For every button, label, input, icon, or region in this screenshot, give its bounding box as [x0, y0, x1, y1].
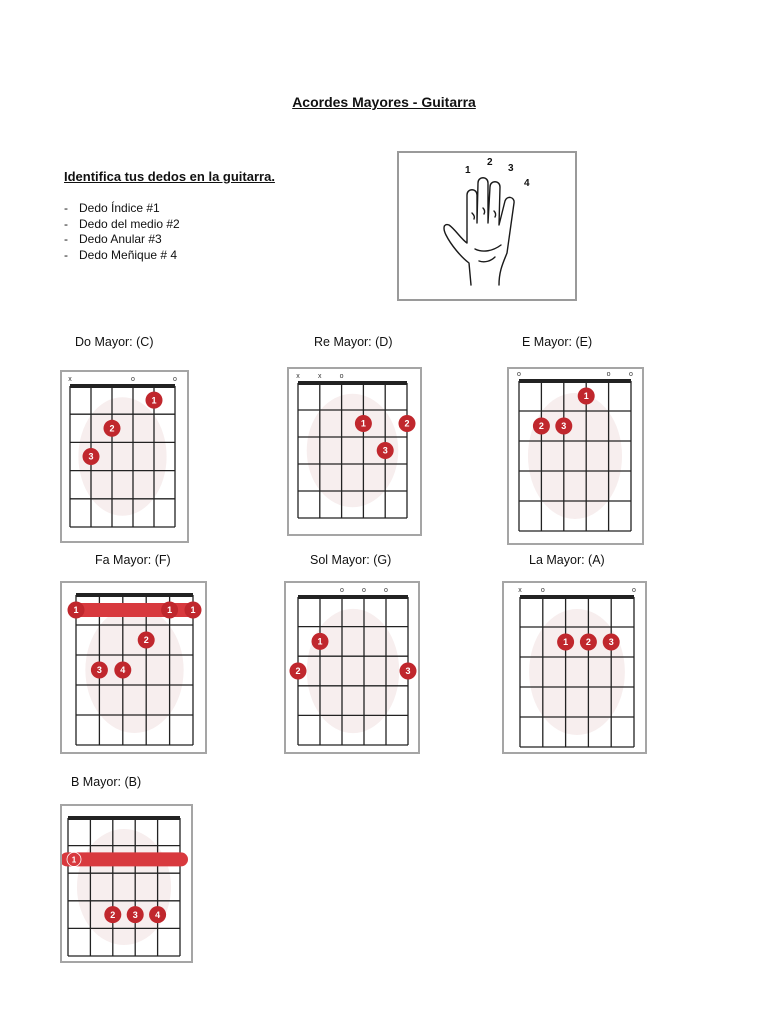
muted-string-mark: x: [518, 587, 522, 594]
finger-list-item: - Dedo Índice #1: [64, 201, 180, 217]
open-string-mark: o: [173, 376, 177, 383]
finger-number: 3: [561, 421, 567, 432]
finger-list-item: - Dedo del medio #2: [64, 217, 180, 233]
chord-diagram-g: [284, 581, 420, 754]
chord-label-e: E Mayor: (E): [522, 335, 593, 349]
open-string-mark: o: [131, 376, 135, 383]
finger-number: 1: [360, 418, 366, 429]
watermark: [529, 609, 625, 735]
chord-diagram-b: [60, 804, 193, 963]
chord-label-g: Sol Mayor: (G): [310, 553, 392, 567]
finger-number: 3: [382, 445, 388, 456]
chord-label-f: Fa Mayor: (F): [95, 553, 171, 567]
finger-number: 2: [585, 637, 591, 648]
finger-list-item: - Dedo Anular #3: [64, 232, 180, 248]
finger-number: 2: [143, 635, 149, 646]
finger-number: 1: [583, 391, 589, 402]
finger-list-item: - Dedo Meñique # 4: [64, 248, 180, 264]
finger-number: 1: [167, 605, 173, 616]
chord-label-a: La Mayor: (A): [529, 553, 605, 567]
finger-number-2: 2: [487, 157, 493, 168]
finger-number: 3: [608, 637, 614, 648]
finger-number-1: 1: [465, 165, 471, 176]
nut: [70, 384, 175, 388]
chord-label-c: Do Mayor: (C): [75, 335, 154, 349]
nut: [68, 816, 180, 820]
nut: [298, 381, 407, 385]
finger-number: 1: [563, 637, 569, 648]
finger-number: 2: [538, 421, 544, 432]
muted-string-mark: x: [318, 373, 322, 380]
barre-bar: [68, 603, 201, 617]
open-string-mark: o: [517, 371, 521, 378]
chord-grid: [62, 583, 205, 752]
open-string-mark: o: [606, 371, 611, 378]
open-string-mark: o: [384, 587, 388, 594]
finger-number: 3: [405, 666, 411, 677]
finger-number: 1: [317, 636, 323, 647]
watermark: [77, 829, 171, 945]
finger-number: 4: [120, 665, 126, 676]
finger-list: [64, 201, 180, 263]
finger-number-3: 3: [508, 163, 514, 174]
chord-grid: [509, 369, 642, 543]
chord-label-d: Re Mayor: (D): [314, 335, 393, 349]
barre-finger-label: 1: [71, 855, 77, 865]
finger-section-heading: Identifica tus dedos en la guitarra.: [64, 169, 275, 184]
chord-diagram-d: [287, 367, 422, 536]
finger-number: 4: [155, 909, 161, 920]
muted-string-mark: x: [68, 376, 72, 383]
finger-number: 2: [404, 418, 410, 429]
nut: [76, 593, 193, 597]
open-string-mark: o: [632, 587, 636, 594]
finger-number: 1: [190, 605, 196, 616]
finger-number: 2: [110, 909, 116, 920]
finger-number: 3: [88, 451, 94, 462]
finger-number: 3: [132, 909, 138, 920]
page-title: Acordes Mayores - Guitarra: [292, 94, 476, 110]
chord-diagram-a: [502, 581, 647, 754]
finger-number-4: 4: [524, 178, 530, 189]
muted-string-mark: x: [296, 373, 300, 380]
nut: [519, 379, 631, 383]
open-string-mark: o: [340, 587, 344, 594]
chord-grid: [62, 806, 191, 961]
open-string-mark: o: [629, 371, 633, 378]
nut: [520, 595, 634, 599]
chord-grid: [62, 372, 187, 541]
chord-diagram-c: [60, 370, 189, 543]
chord-grid: [504, 583, 645, 752]
finger-number: 3: [96, 665, 102, 676]
chord-diagram-e: [507, 367, 644, 545]
open-string-mark: o: [339, 373, 344, 380]
finger-number: 2: [109, 423, 115, 434]
nut: [298, 595, 408, 599]
open-string-mark: o: [540, 587, 545, 594]
chord-grid: [289, 369, 420, 534]
finger-number: 1: [73, 605, 79, 616]
chord-grid: [286, 583, 418, 752]
finger-number: 1: [151, 395, 157, 406]
finger-number: 2: [295, 666, 301, 677]
open-string-mark: o: [362, 587, 366, 594]
watermark: [528, 393, 622, 519]
chord-diagram-f: [60, 581, 207, 754]
watermark: [307, 609, 399, 733]
chord-label-b: B Mayor: (B): [71, 775, 142, 789]
hand-illustration: [397, 151, 577, 301]
hand-icon: [399, 153, 575, 299]
